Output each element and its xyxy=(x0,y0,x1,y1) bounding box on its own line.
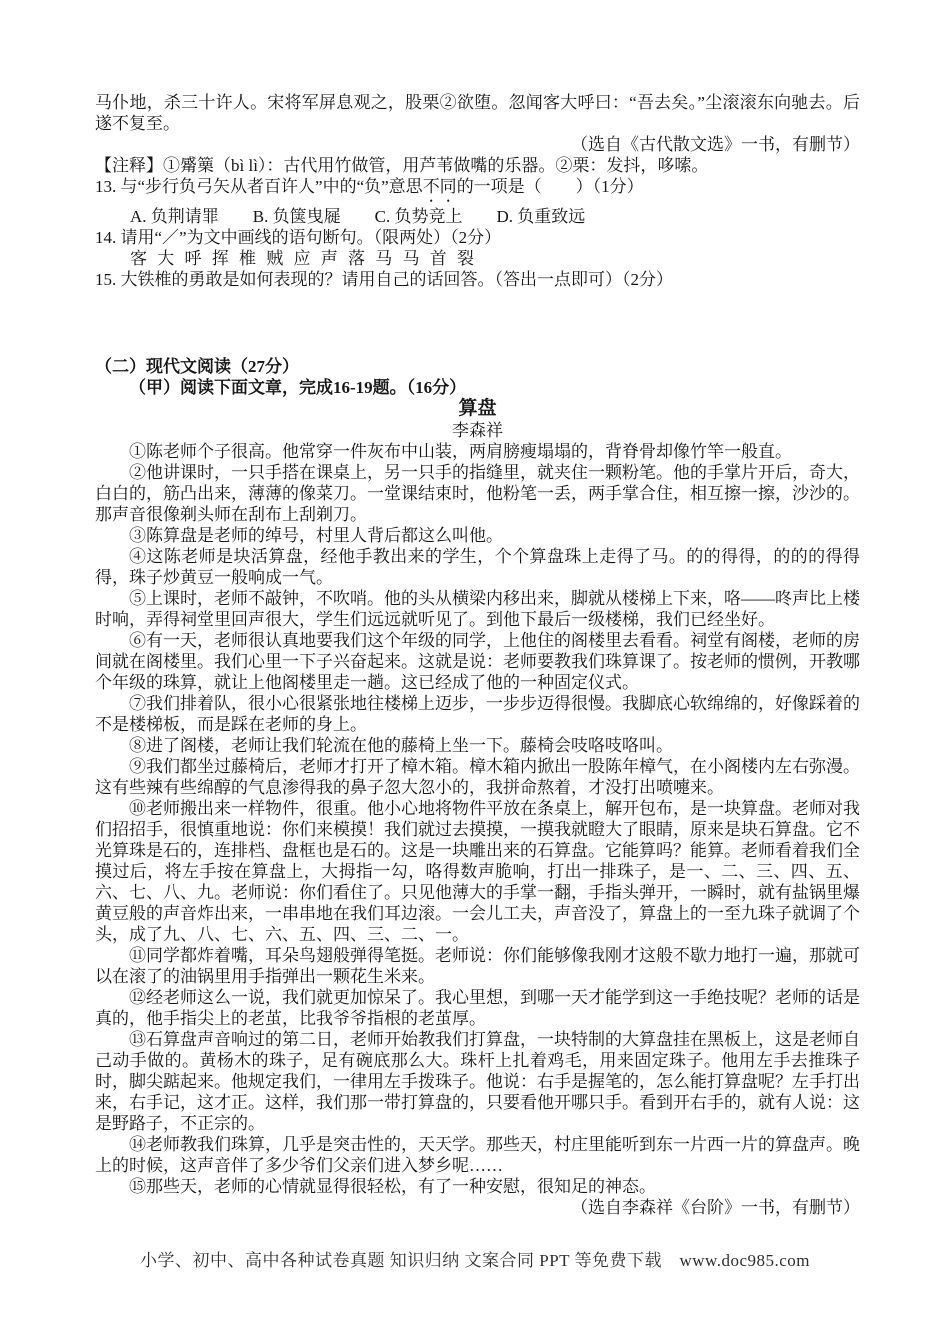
question-15: 15. 大铁椎的勇敢是如何表现的？请用自己的话回答。（答出一点即可）（2分） xyxy=(95,270,673,289)
essay-paragraph-9: ⑨我们都坐过藤椅后，老师才打开了樟木箱。樟木箱内掀出一股陈年樟气，在小阁楼内左右弥漫。这有些辣有些绵醇的气息渗得我的鼻子忽大忽小的，我拼命熬着，才没打出喷嚏来。 xyxy=(95,757,860,797)
essay-paragraph-5: ⑤上课时，老师不敲钟，不吹哨。他的头从横梁内移出来，脚就从楼梯上下来，咯——咚声比上楼时响，弄得祠堂里回声很大，学生们远远就听见了。到他下最后一级楼梯，我们已经坐好。 xyxy=(95,589,860,629)
question-13-emphasized-word: 不同 xyxy=(422,177,457,196)
essay-paragraph-15: ⑮那些天，老师的心情就显得很轻松，有了一种安慰，很知足的神态。 xyxy=(129,1177,656,1196)
question-13-prefix: 13. 与“步行负弓矢从者百许人”中的“负”意思 xyxy=(95,177,423,196)
section-subheading: （甲）阅读下面文章，完成16-19题。（16分） xyxy=(129,378,467,397)
question-14: 14. 请用“／”为文中画线的语句断句。（限两处）（2分） xyxy=(95,228,502,247)
page-content xyxy=(95,92,860,1218)
essay-paragraph-3: ③陈算盘是老师的绰号，村里人背后都这么叫他。 xyxy=(129,526,503,545)
essay-paragraph-4: ④这陈老师是块活算盘，经他手教出来的学生，个个算盘珠上走得了马。的的得得，的的的得得得，珠子炒黄豆一般响成一气。 xyxy=(95,547,860,587)
question-13-suffix: 的一项是（ ）（1分） xyxy=(456,177,644,196)
essay-source-line: （选自李森祥《台阶》一书，有删节） xyxy=(571,1198,860,1217)
essay-paragraph-1: ①陈老师个子很高。他常穿一件灰布中山装，两肩膀瘦塌塌的，背脊骨却像竹竿一般直。 xyxy=(129,442,792,461)
footer-download-note: 小学、初中、高中各种试卷真题 知识归纳 文案合同 PPT 等免费下载 www.doc985.com xyxy=(139,1251,811,1270)
essay-paragraph-8: ⑧进了阁楼，老师让我们轮流在他的藤椅上坐一下。藤椅会吱咯吱咯叫。 xyxy=(129,736,673,755)
essay-paragraph-6: ⑥有一天，老师很认真地要我们这个年级的同学，上他住的阁楼里去看看。祠堂有阁楼，老师的房间就在阁楼里。我们心里一下子兴奋起来。这就是说：老师要教我们珠算课了。按老师的惯例，开教哪个年级的珠算，就让上他阁楼里走一趟。这已经成了他的一种固定仪式。 xyxy=(95,631,860,692)
essay-paragraph-13: ⑬石算盘声音响过的第二日，老师开始教我们打算盘，一块特制的大算盘挂在黑板上，这是老师自己动手做的。黄杨木的珠子，足有碗底那么大。珠杆上扎着鸡毛，用来固定珠子。他用左手去推珠子时，脚尖踮起来。他规定我们，一律用左手拨珠子。他说：右手是握笔的，怎么能打算盘呢？左手打出来，右手记，这才正。这样，我们那一带打算盘的，只要看他开哪只手。看到开右手的，就有人说：这是野路子，不正宗的。 xyxy=(95,1030,860,1133)
annotation-note: 【注释】①觱篥（bì lì）：古代用竹做管，用芦苇做嘴的乐器。②栗：发抖，哆嗦。 xyxy=(95,156,709,175)
section-heading: （二）现代文阅读（27分） xyxy=(95,357,299,376)
question-13-options: A. 负荆请罪 B. 负箧曳屣 C. 负势竞上 D. 负重致远 xyxy=(130,207,586,226)
question-13 xyxy=(95,176,860,206)
essay-paragraph-14: ⑭老师教我们珠算，几乎是突击性的，天天学。那些天，村庄里能听到东一片西一片的算盘声。晚上的时候，这声音伴了多少爷们父亲们进入梦乡呢…… xyxy=(95,1135,860,1175)
classical-source-line: （选自《古代散文选》一书，有删节） xyxy=(571,135,860,154)
essay-paragraph-7: ⑦我们排着队，很小心很紧张地往楼梯上迈步，一步步迈得很慢。我脚底心软绵绵的，好像踩着的不是楼梯板，而是踩在老师的身上。 xyxy=(95,694,860,734)
essay-paragraph-10: ⑩老师搬出来一样物件，很重。他小心地将物件平放在条桌上，解开包布，是一块算盘。老师对我们招招手，很慎重地说：你们来模摸！我们就过去摸摸，一摸我就瞪大了眼睛，原来是块石算盘。它不光算珠是石的，连排档、盘框也是石的。这是一块雕出来的石算盘。它能算吗？能算。老师看着我们全摸过后，将左手按在算盘上，大拇指一勾，咯得数声脆响，打出一排珠子，是一、二、三、四、五、六、七、八、九。老师说：你们看住了。只见他薄大的手掌一翻，手指头弹开，一瞬时，就有盐锅里爆黄豆般的声音炸出来，一串串地在我们耳边滚。一会儿工夫，声音没了，算盘上的一至九珠子就调了个头，成了九、八、七、六、五、四、三、二、一。 xyxy=(95,799,860,944)
essay-title: 算盘 xyxy=(458,398,497,419)
classical-excerpt: 马仆地，杀三十许人。宋将军屏息观之，股栗②欲堕。忽闻客大呼曰：“吾去矣。”尘滚滚东向驰去。后遂不复至。 xyxy=(95,93,860,133)
essay-author: 李森祥 xyxy=(452,421,503,440)
essay-paragraph-12: ⑫经老师这么一说，我们就更加惊呆了。我心里想，到哪一天才能学到这一手绝技呢？老师的话是真的，他手指尖上的老茧，比我爷爷指根的老茧厚。 xyxy=(95,988,860,1028)
essay-paragraph-2: ②他讲课时，一只手搭在课桌上，另一只手的指缝里，就夹住一颗粉笔。他的手掌片开后，奇大，白白的，筋凸出来，薄薄的像菜刀。一堂课结束时，他粉笔一丢，两手掌合住，相互擦一擦，沙沙的。那声音很像剃头师在刮布上刮剃刀。 xyxy=(95,463,860,524)
essay-paragraph-11: ⑪同学都炸着嘴，耳朵鸟翅般弹得笔挺。老师说：你们能够像我刚才这般不歇力地打一遍，那就可以在滚了的油锅里用手指弹出一颗花生米来。 xyxy=(95,946,860,986)
sentence-segmentation-line: 客 大 呼 挥 椎 贼 应 声 落 马 马 首 裂 xyxy=(130,249,477,268)
